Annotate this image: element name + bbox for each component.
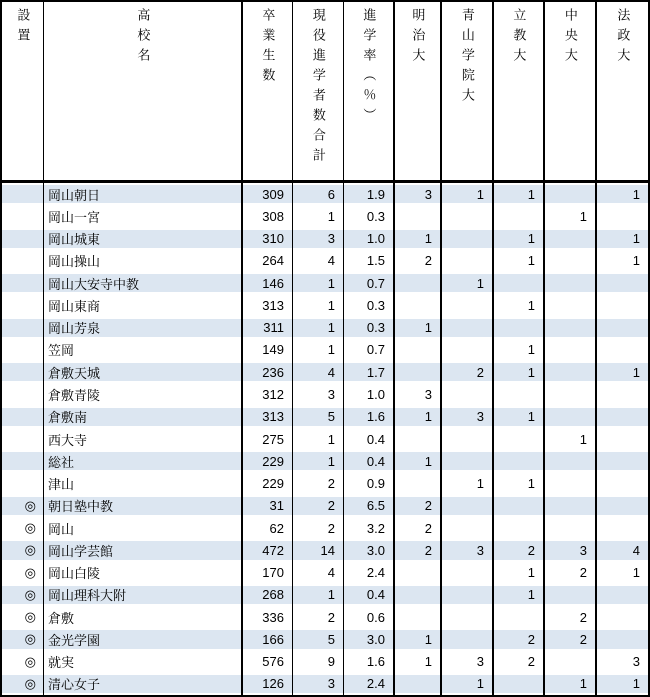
cell-aoyama-count: 3 [442,406,494,428]
cell-school-name: 清心女子 [44,673,243,695]
cell-establishment-mark [2,361,44,383]
cell-school-name: 就実 [44,651,243,673]
cell-chuo-count: 1 [545,428,597,450]
cell-establishment-mark: ◎ [2,517,44,539]
cell-meiji-count [395,361,442,383]
cell-rikkyo-count [494,606,545,628]
cell-current-advancers-total: 1 [293,339,344,361]
cell-rikkyo-count: 1 [494,183,545,205]
cell-chuo-count [545,584,597,606]
table-row [2,228,648,250]
cell-advance-rate: 2.4 [344,673,395,695]
cell-establishment-mark [2,294,44,316]
cell-establishment-mark [2,383,44,405]
cell-school-name: 岡山朝日 [44,183,243,205]
cell-establishment-mark [2,339,44,361]
cell-rikkyo-count: 1 [494,339,545,361]
cell-hosei-count [597,294,648,316]
table-row [2,250,648,272]
cell-graduates: 313 [243,294,293,316]
cell-hosei-count [597,272,648,294]
cell-meiji-count [395,205,442,227]
cell-meiji-count [395,294,442,316]
cell-school-name: 倉敷 [44,606,243,628]
cell-rikkyo-count: 1 [494,361,545,383]
cell-hosei-count: 1 [632,186,640,202]
col-header-rikkyo-univ-label: 立教大 [511,8,527,68]
cell-meiji-count: 1 [395,628,442,650]
cell-advance-rate: 0.9 [344,472,395,494]
cell-establishment-mark [2,428,44,450]
cell-aoyama-count: 3 [442,651,494,673]
cell-aoyama-count: 2 [442,361,494,383]
cell-aoyama-count [442,383,494,405]
cell-school-name: 岡山城東 [44,228,243,250]
cell-aoyama-count [442,628,494,650]
col-header-aoyama-gakuin-univ [442,2,494,180]
cell-chuo-count [545,339,597,361]
cell-rikkyo-count [494,450,545,472]
cell-graduates: 268 [243,584,293,606]
cell-aoyama-count: 3 [442,539,494,561]
col-header-establishment [2,2,44,180]
cell-hosei-count [597,406,648,428]
col-header-establishment-label: 設置 [15,8,31,48]
cell-aoyama-count: 1 [442,272,494,294]
cell-hosei-count: 1 [632,676,640,692]
cell-advance-rate: 3.0 [344,628,395,650]
col-header-advance-rate-label: 進学率（％） [361,8,377,128]
col-header-hosei-univ [597,2,648,180]
cell-current-advancers-total: 2 [293,495,344,517]
cell-school-name: 岡山東商 [44,294,243,316]
cell-graduates: 170 [243,562,293,584]
cell-current-advancers-total: 1 [293,294,344,316]
cell-establishment-mark [2,406,44,428]
table-row [2,383,648,405]
cell-graduates: 308 [243,205,293,227]
cell-aoyama-count: 1 [442,472,494,494]
cell-graduates: 311 [243,317,293,339]
cell-current-advancers-total: 6 [293,183,344,205]
cell-aoyama-count: 1 [442,673,494,695]
cell-chuo-count [545,651,597,673]
table-row [2,628,648,650]
cell-school-name: 岡山 [44,517,243,539]
table-row [2,495,648,517]
cell-school-name: 岡山白陵 [44,562,243,584]
cell-current-advancers-total: 14 [293,539,344,561]
cell-establishment-mark: ◎ [2,539,44,561]
cell-aoyama-count [442,584,494,606]
cell-current-advancers-total: 1 [293,317,344,339]
cell-meiji-count [395,606,442,628]
cell-hosei-count: 1 [632,364,640,380]
cell-meiji-count: 2 [395,517,442,539]
cell-advance-rate: 3.2 [344,517,395,539]
cell-chuo-count: 2 [545,628,597,650]
cell-advance-rate: 1.9 [344,183,395,205]
cell-current-advancers-total: 1 [293,584,344,606]
cell-establishment-mark [2,205,44,227]
cell-hosei-count: 3 [632,654,640,670]
cell-current-advancers-total: 2 [293,606,344,628]
cell-current-advancers-total: 3 [293,383,344,405]
cell-graduates: 229 [243,472,293,494]
cell-current-advancers-total: 9 [293,651,344,673]
cell-chuo-count [545,250,597,272]
cell-graduates: 126 [243,673,293,695]
cell-advance-rate: 1.6 [344,651,395,673]
cell-chuo-count [545,361,597,383]
cell-current-advancers-total: 2 [293,472,344,494]
col-header-graduates-label: 卒業生数 [260,8,276,88]
cell-current-advancers-total: 5 [293,406,344,428]
cell-rikkyo-count [494,317,545,339]
table-row [2,205,648,227]
cell-advance-rate: 1.0 [344,383,395,405]
cell-establishment-mark [2,250,44,272]
col-header-current-advancers-total [293,2,344,180]
cell-chuo-count [545,383,597,405]
col-header-school-name [44,2,243,180]
cell-chuo-count [545,406,597,428]
cell-graduates: 310 [243,228,293,250]
cell-meiji-count [395,673,442,695]
cell-school-name: 倉敷天城 [44,361,243,383]
cell-hosei-count [597,205,648,227]
cell-chuo-count: 1 [545,205,597,227]
cell-current-advancers-total: 3 [293,228,344,250]
cell-school-name: 岡山芳泉 [44,317,243,339]
cell-rikkyo-count [494,383,545,405]
col-header-graduates [243,2,293,180]
cell-chuo-count [545,517,597,539]
cell-graduates: 576 [243,651,293,673]
cell-aoyama-count: 1 [442,183,494,205]
cell-graduates: 31 [243,495,293,517]
cell-school-name: 岡山理科大附 [44,584,243,606]
cell-meiji-count: 1 [395,228,442,250]
table-row [2,183,648,205]
cell-establishment-mark [2,472,44,494]
cell-chuo-count: 2 [545,606,597,628]
cell-hosei-count [597,428,648,450]
cell-rikkyo-count: 1 [494,250,545,272]
cell-school-name: 朝日塾中教 [44,495,243,517]
cell-graduates: 309 [243,183,293,205]
cell-advance-rate: 0.3 [344,205,395,227]
col-header-meiji-univ-label: 明治大 [410,8,426,68]
cell-advance-rate: 1.0 [344,228,395,250]
cell-rikkyo-count [494,495,545,517]
table-row [2,472,648,494]
table-row [2,562,648,584]
cell-meiji-count: 3 [395,183,442,205]
cell-meiji-count [395,584,442,606]
col-header-aoyama-gakuin-univ-label: 青山学院大 [459,8,475,108]
cell-chuo-count: 1 [545,673,597,695]
cell-rikkyo-count: 1 [494,472,545,494]
table-row [2,584,648,606]
cell-aoyama-count [442,450,494,472]
cell-establishment-mark [2,317,44,339]
cell-establishment-mark [2,228,44,250]
cell-advance-rate: 1.7 [344,361,395,383]
cell-chuo-count [545,272,597,294]
cell-establishment-mark: ◎ [2,651,44,673]
cell-current-advancers-total: 1 [293,272,344,294]
cell-advance-rate: 2.4 [344,562,395,584]
cell-school-name: 金光学園 [44,628,243,650]
col-header-current-advancers-total-label: 現役進学者数合計 [310,8,326,168]
cell-aoyama-count [442,339,494,361]
cell-graduates: 236 [243,361,293,383]
cell-rikkyo-count: 1 [494,294,545,316]
cell-hosei-count: 1 [632,231,640,247]
cell-aoyama-count [442,517,494,539]
col-header-chuo-univ [545,2,597,180]
cell-advance-rate: 1.6 [344,406,395,428]
cell-chuo-count: 2 [545,562,597,584]
cell-chuo-count [545,294,597,316]
cell-meiji-count: 1 [395,317,442,339]
cell-chuo-count [545,183,597,205]
cell-rikkyo-count: 1 [494,228,545,250]
cell-rikkyo-count [494,517,545,539]
cell-current-advancers-total: 2 [293,517,344,539]
cell-graduates: 264 [243,250,293,272]
cell-aoyama-count [442,495,494,517]
cell-aoyama-count [442,205,494,227]
cell-hosei-count: 1 [632,565,640,581]
cell-graduates: 275 [243,428,293,450]
cell-school-name: 津山 [44,472,243,494]
cell-school-name: 笠岡 [44,339,243,361]
cell-rikkyo-count [494,272,545,294]
cell-advance-rate: 0.4 [344,428,395,450]
table-row [2,361,648,383]
table-row [2,606,648,628]
table-row [2,317,648,339]
cell-chuo-count [545,317,597,339]
cell-rikkyo-count [494,428,545,450]
table-header-row [2,2,648,183]
cell-aoyama-count [442,428,494,450]
cell-hosei-count [597,317,648,339]
cell-meiji-count: 2 [395,495,442,517]
table-row [2,651,648,673]
cell-advance-rate: 6.5 [344,495,395,517]
cell-school-name: 倉敷青陵 [44,383,243,405]
cell-advance-rate: 1.5 [344,250,395,272]
cell-meiji-count: 1 [395,651,442,673]
cell-chuo-count: 3 [545,539,597,561]
cell-meiji-count: 2 [395,250,442,272]
table-body [2,183,648,695]
cell-aoyama-count [442,562,494,584]
cell-graduates: 472 [243,539,293,561]
col-header-rikkyo-univ [494,2,545,180]
table-row [2,406,648,428]
cell-current-advancers-total: 1 [293,205,344,227]
cell-hosei-count: 4 [632,542,640,558]
table-row [2,517,648,539]
cell-school-name: 西大寺 [44,428,243,450]
col-header-meiji-univ [395,2,442,180]
cell-meiji-count: 2 [395,539,442,561]
cell-hosei-count [597,450,648,472]
cell-graduates: 62 [243,517,293,539]
cell-meiji-count [395,339,442,361]
cell-current-advancers-total: 4 [293,562,344,584]
cell-meiji-count: 1 [395,406,442,428]
cell-school-name: 岡山操山 [44,250,243,272]
cell-advance-rate: 0.4 [344,584,395,606]
cell-school-name: 岡山一宮 [44,205,243,227]
cell-aoyama-count [442,294,494,316]
col-header-school-name-label: 高校名 [135,8,151,68]
col-header-chuo-univ-label: 中央大 [562,8,578,68]
cell-establishment-mark: ◎ [2,495,44,517]
cell-hosei-count [597,495,648,517]
cell-advance-rate: 3.0 [344,539,395,561]
cell-rikkyo-count [494,673,545,695]
cell-current-advancers-total: 5 [293,628,344,650]
cell-hosei-count: 1 [632,253,640,269]
cell-establishment-mark: ◎ [2,562,44,584]
cell-graduates: 149 [243,339,293,361]
cell-meiji-count: 3 [395,383,442,405]
cell-aoyama-count [442,228,494,250]
cell-chuo-count [545,472,597,494]
table-row [2,450,648,472]
cell-graduates: 312 [243,383,293,405]
cell-meiji-count [395,472,442,494]
cell-hosei-count [597,339,648,361]
cell-advance-rate: 0.3 [344,317,395,339]
cell-graduates: 146 [243,272,293,294]
cell-advance-rate: 0.4 [344,450,395,472]
table-row [2,272,648,294]
cell-graduates: 336 [243,606,293,628]
cell-advance-rate: 0.7 [344,339,395,361]
cell-advance-rate: 0.3 [344,294,395,316]
table-row [2,673,648,695]
cell-establishment-mark: ◎ [2,584,44,606]
cell-rikkyo-count: 2 [494,651,545,673]
cell-aoyama-count [442,317,494,339]
cell-hosei-count [597,606,648,628]
cell-hosei-count [597,628,648,650]
cell-rikkyo-count: 2 [494,539,545,561]
cell-graduates: 229 [243,450,293,472]
cell-current-advancers-total: 3 [293,673,344,695]
cell-current-advancers-total: 1 [293,450,344,472]
cell-current-advancers-total: 4 [293,361,344,383]
cell-school-name: 倉敷南 [44,406,243,428]
cell-establishment-mark: ◎ [2,628,44,650]
cell-school-name: 岡山大安寺中教 [44,272,243,294]
col-header-hosei-univ-label: 法政大 [615,8,631,68]
cell-current-advancers-total: 1 [293,428,344,450]
cell-establishment-mark: ◎ [2,606,44,628]
cell-rikkyo-count: 2 [494,628,545,650]
cell-meiji-count [395,428,442,450]
cell-current-advancers-total: 4 [293,250,344,272]
cell-graduates: 166 [243,628,293,650]
cell-rikkyo-count [494,205,545,227]
col-header-advance-rate [344,2,395,180]
table-row [2,339,648,361]
cell-meiji-count [395,272,442,294]
cell-advance-rate: 0.6 [344,606,395,628]
cell-graduates: 313 [243,406,293,428]
cell-hosei-count [597,472,648,494]
cell-aoyama-count [442,250,494,272]
cell-chuo-count [545,228,597,250]
cell-hosei-count [597,517,648,539]
cell-hosei-count [597,383,648,405]
cell-rikkyo-count: 1 [494,406,545,428]
cell-establishment-mark [2,450,44,472]
cell-establishment-mark: ◎ [2,673,44,695]
cell-chuo-count [545,495,597,517]
cell-meiji-count: 1 [395,450,442,472]
cell-rikkyo-count: 1 [494,584,545,606]
table-row [2,428,648,450]
cell-rikkyo-count: 1 [494,562,545,584]
cell-school-name: 岡山学芸館 [44,539,243,561]
cell-advance-rate: 0.7 [344,272,395,294]
cell-meiji-count [395,562,442,584]
table-row [2,294,648,316]
cell-chuo-count [545,450,597,472]
cell-school-name: 総社 [44,450,243,472]
cell-establishment-mark [2,272,44,294]
cell-aoyama-count [442,606,494,628]
cell-hosei-count [597,584,648,606]
table-row [2,539,648,561]
cell-establishment-mark [2,183,44,205]
